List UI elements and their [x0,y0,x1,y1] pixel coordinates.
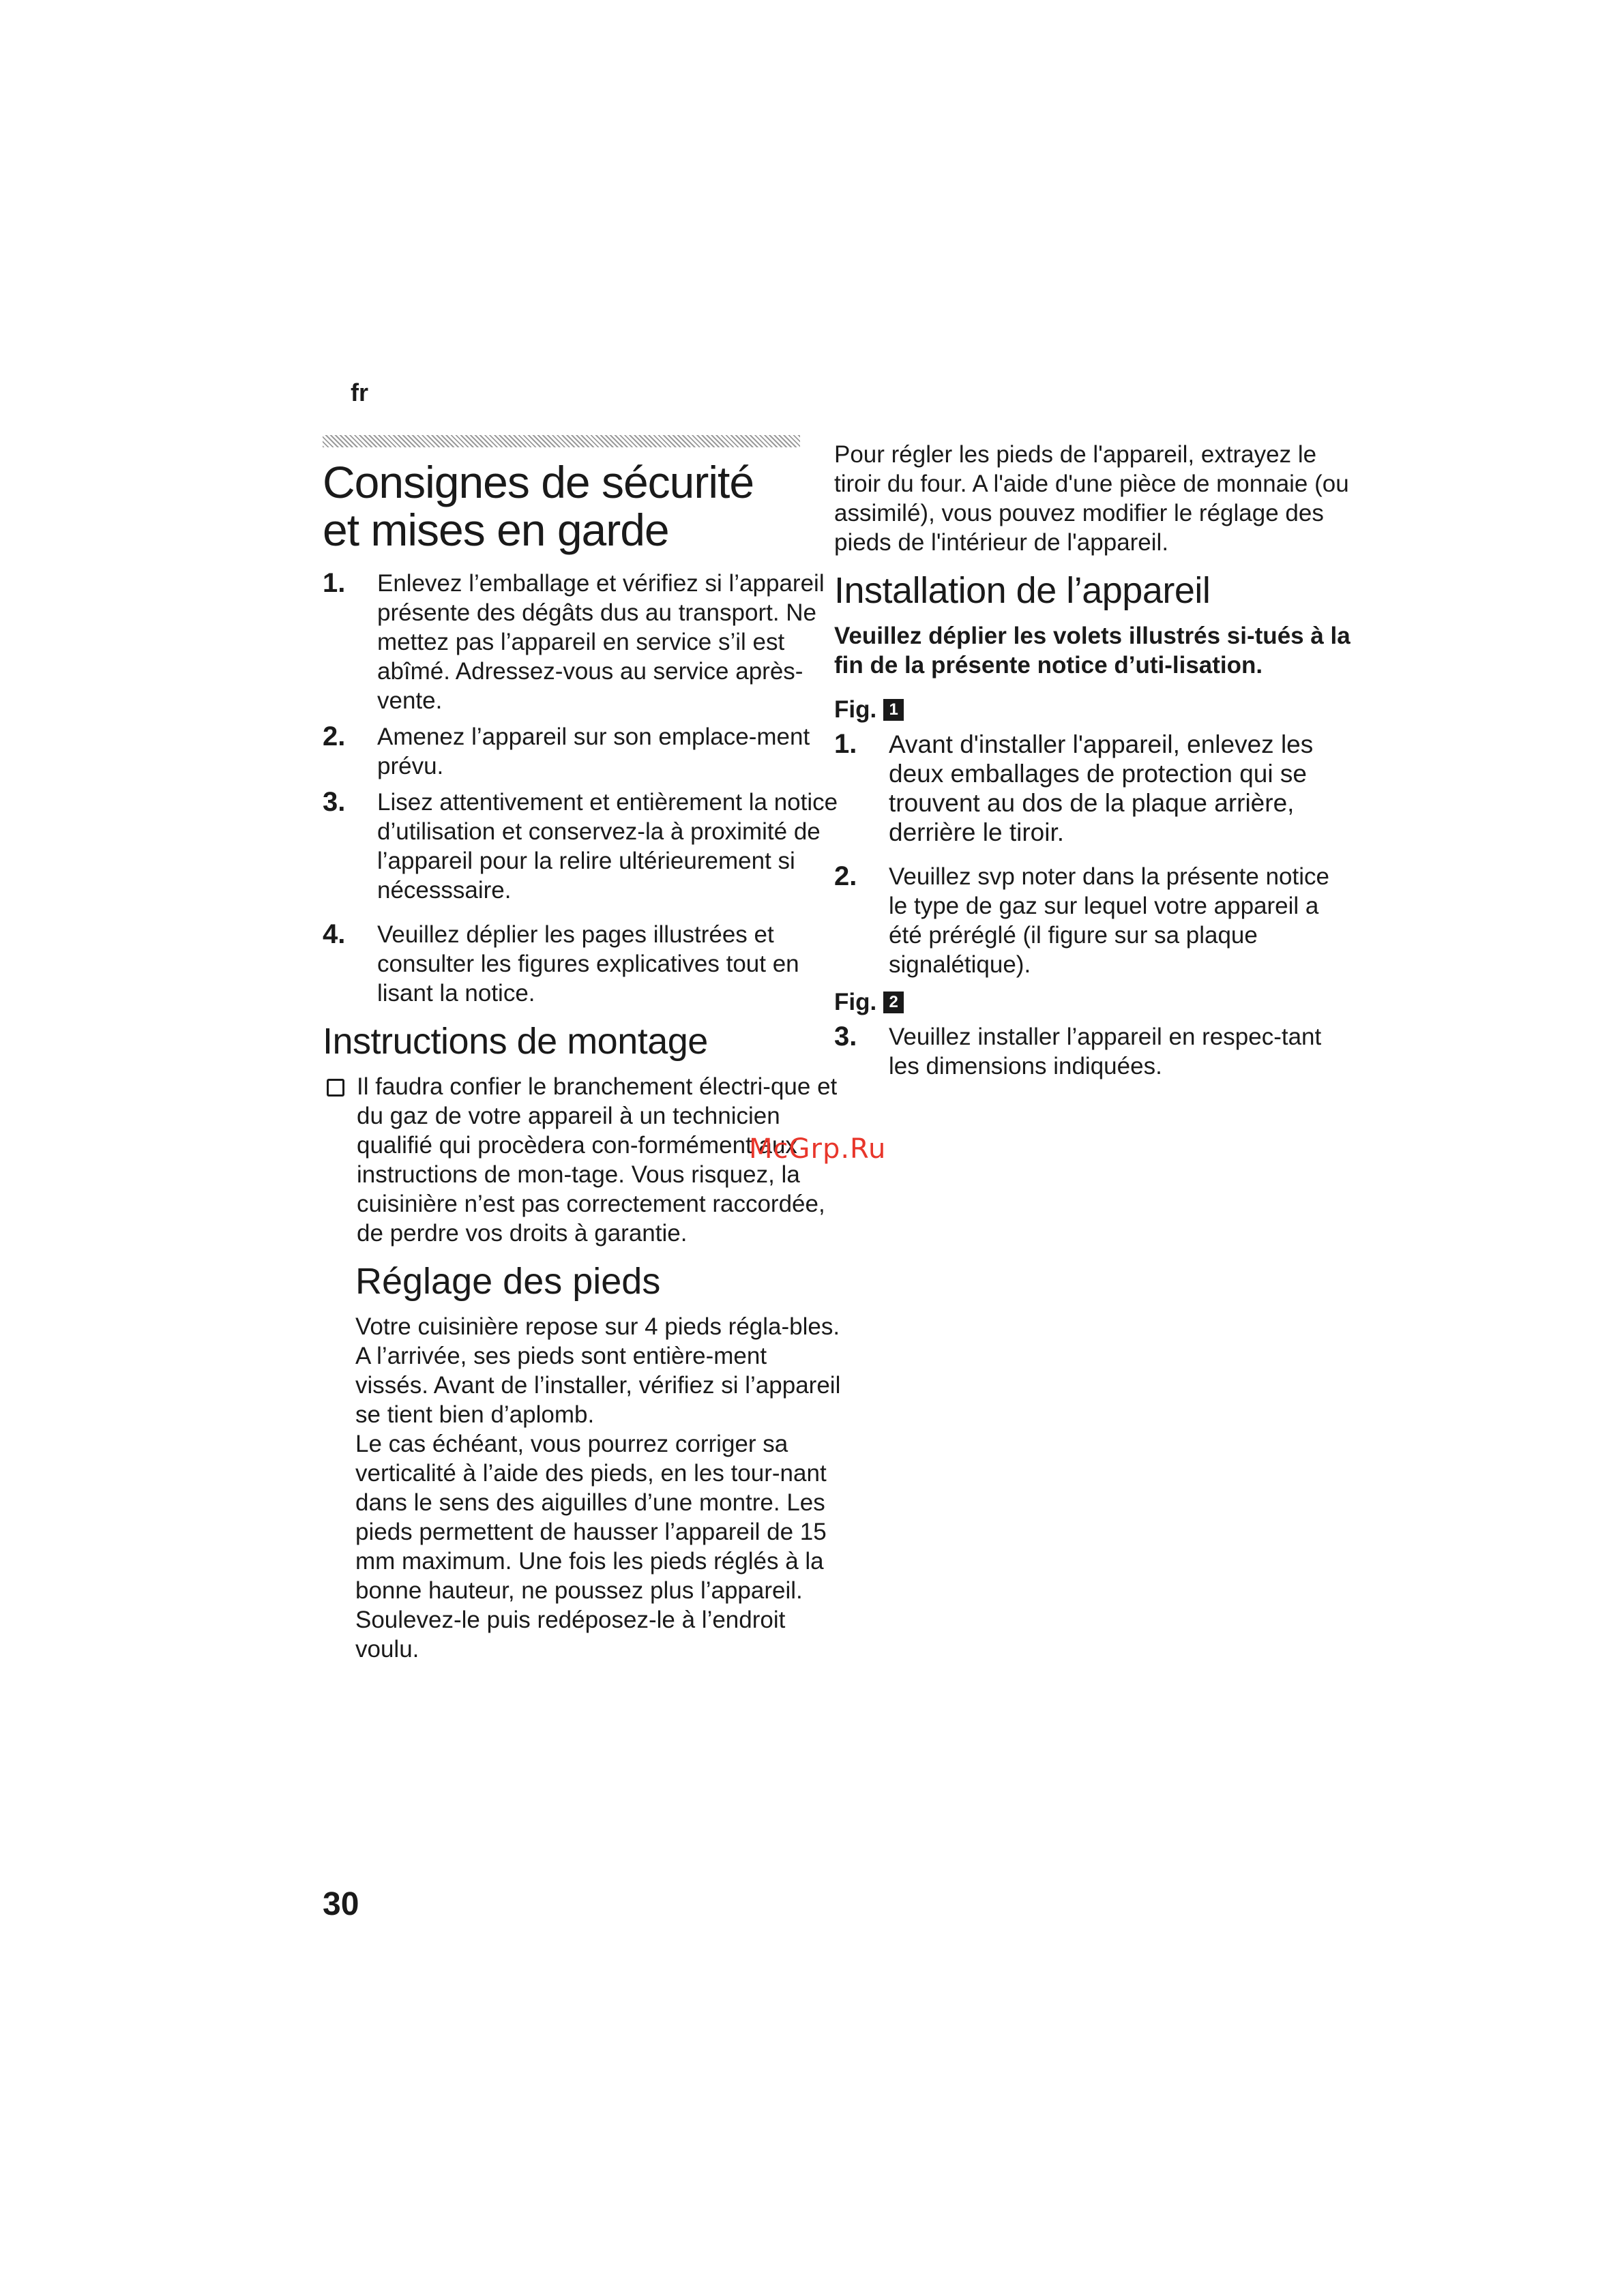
step-text: Lisez attentivement et entièrement la notice d’utilisation et conservez-la à proximité de l’appareil pour la relire ultérieurement si nécesssaire. [377,789,838,904]
safety-step-4 [323,920,841,1008]
step-number: 2. [323,721,346,751]
section-hatch-bar [323,435,800,447]
pieds-heading: Réglage des pieds [355,1261,661,1302]
step-text: Veuillez installer l’appareil en respec-tant les dimensions indiquées. [889,1024,1322,1079]
step-number: 2. [834,861,857,891]
fig-label: Fig. [834,989,877,1015]
safety-step-2 [323,722,841,781]
install-step-2 [834,862,1353,979]
language-code: fr [351,378,368,406]
safety-title-line2: et mises en garde [323,505,669,555]
fig-number-badge: 1 [883,699,904,721]
step-number: 1. [834,729,857,759]
install-step-3 [834,1022,1353,1081]
fig-label: Fig. [834,696,877,723]
step-number: 1. [323,568,346,598]
install-step-1 [834,730,1353,847]
montage-text: Il faudra confier le branchement électri-que et du gaz de votre appareil à un technicien qualifié qui procèdera con-formément aux instructions de mon-tage. Vous risquez, la cuisinière n’est pas correctement raccordée, de perdre vos droits à garantie. [357,1073,838,1247]
step-number: 3. [323,787,346,817]
step-number: 4. [323,919,346,949]
step-text: Amenez l’appareil sur son emplace-ment prévu. [377,724,810,779]
pieds-text-1: Votre cuisinière repose sur 4 pieds régla-bles. A l’arrivée, ses pieds sont entière-ment vissés. Avant de l’installer, vérifiez si l’appareil se tient bien d’aplomb. [355,1313,841,1428]
montage-heading: Instructions de montage [323,1021,708,1062]
step-text: Avant d'installer l'appareil, enlevez les deux emballages de protection qui se trouvent au dos de la plaque arrière, derrière le tiroir. [889,730,1314,846]
right-column [834,440,1353,1088]
watermark-text: McGrp.Ru [749,1133,887,1165]
install-bold-note: Veuillez déplier les volets illustrés si-tués à la fin de la présente notice d’uti-lisation. [834,623,1350,679]
left-column [323,458,841,1664]
step-text: Veuillez déplier les pages illustrées et consulter les figures explicatives tout en lisant la notice. [377,921,799,1007]
fig-number-badge: 2 [883,992,904,1013]
safety-step-3 [323,788,841,905]
page-number: 30 [323,1886,359,1922]
safety-title-line1: Consignes de sécurité [323,457,754,507]
pieds-intro-text: Pour régler les pieds de l'appareil, extrayez le tiroir du four. A l'aide d'une pièce de monnaie (ou assimilé), vous pouvez modifier le réglage des pieds de l'intérieur de l'appareil. [834,441,1349,556]
safety-title [323,458,841,554]
install-heading: Installation de l’appareil [834,570,1211,611]
checkbox-bullet-icon [327,1079,344,1097]
safety-step-1 [323,569,841,715]
figure-ref-1 [834,695,1353,724]
figure-ref-2 [834,987,1353,1017]
step-text: Veuillez svp noter dans la présente notice le type de gaz sur lequel votre appareil a été préréglé (il figure sur sa plaque signalétique). [889,863,1329,978]
pieds-text-2: Le cas échéant, vous pourrez corriger sa verticalité à l’aide des pieds, en les tour-nant dans le sens des aiguilles d’une montre. Les pieds permettent de hausser l’appareil de 15 mm maximum. Une fois les pieds réglés à la bonne hauteur, ne poussez plus l’appareil. Soulevez-le puis redéposez-le à l’endroit voulu. [355,1431,827,1663]
step-text: Enlevez l’emballage et vérifiez si l’appareil présente des dégâts dus au transport. Ne mettez pas l’appareil en service s’il est abîmé. Adressez-vous au service après-vente. [377,570,825,714]
step-number: 3. [834,1022,857,1052]
